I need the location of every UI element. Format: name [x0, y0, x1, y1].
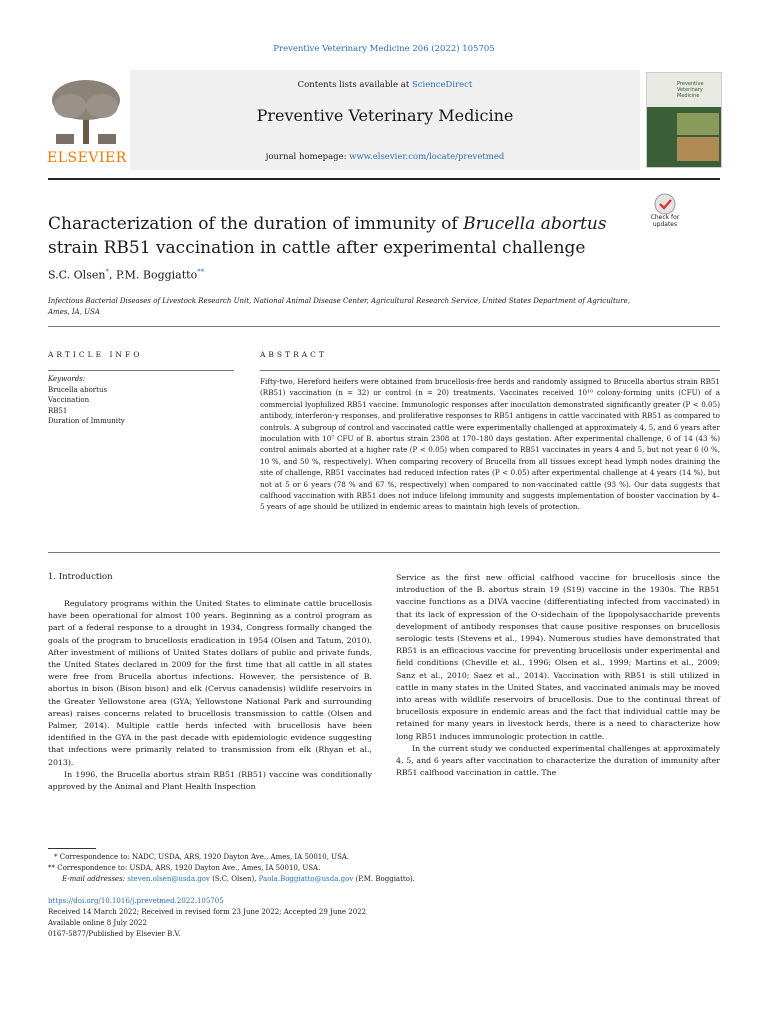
footnote-divider: [48, 848, 96, 849]
footnote-2: ** Correspondence to: USDA, ARS, 1920 Dayton Ave., Ames, IA 50010, USA.: [48, 864, 321, 872]
journal-title: Preventive Veterinary Medicine: [256, 106, 514, 125]
check-for-updates-label[interactable]: Check for updates: [650, 214, 680, 228]
intro-paragraph: Service as the first new official calfhood vaccine for brucellosis since the introduction of the B. abortus strain 19 (S19) vaccine in the 1930s. The RB51 vaccine functions as a DIVA vaccine (differentiating infected from vaccinated) in that its lack of expression of the O-sidechain of the lipopolysaccharide prevents development of antibody responses that cause positive responses on brucellosis serologic tests (Stevens et al., 1994). Numerous studies have demonstrated that RB51 is an efficacious vaccine for preventing brucellosis under experimental and field conditions (Cheville et al., 1996; Olsen et al., 1999; Martins et al., 2009; Sanz et al., 2010; Saez et al., 2014). Vaccination with RB51 is still utilized in cattle in many states in the United States, and vaccinated animals may be moved into areas with wildlife reservoirs of brucellosis. Due to the continual threat of brucellosis exposure in endemic areas and the fact that individual cattle may be retained for many years in livestock herds, there is a need to characterize how long RB51 induces immunologic protection in cattle.: [396, 573, 720, 741]
email-line: E-mail addresses: steven.olsen@usda.gov (S.C. Olsen), Paola.Boggiatto@usda.gov (P.M. Boggiatto).: [62, 875, 415, 883]
author-boggiatto[interactable]: P.M. Boggiatto: [115, 268, 198, 282]
keyword-item: Brucella abortus: [48, 385, 108, 394]
homepage-line: [130, 152, 640, 162]
article-title: Characterization of the duration of immunity of Brucella abortus strain RB51 vaccination in cattle after experimental challenge: [48, 214, 607, 258]
author2-mark[interactable]: **: [197, 268, 205, 276]
author-olsen[interactable]: S.C. Olsen: [48, 268, 106, 282]
abstract-bottom-divider: [48, 552, 720, 553]
abstract-divider: [260, 370, 720, 371]
keywords-label: Keywords:: [48, 375, 86, 383]
homepage-link[interactable]: www.elsevier.com/locate/prevetmed: [349, 152, 505, 162]
doi-link[interactable]: https://doi.org/10.1016/j.prevetmed.2022.105705: [48, 897, 224, 905]
keyword-item: Vaccination: [48, 396, 90, 404]
keyword-item: RB51: [48, 406, 68, 415]
issn-line: 0167-5877/Published by Elsevier B.V.: [48, 930, 181, 938]
introduction-heading: 1. Introduction: [48, 572, 113, 582]
email-olsen-link[interactable]: steven.olsen@usda.gov: [127, 875, 210, 883]
online-date: Available online 8 July 2022: [48, 919, 147, 927]
keywords-list: [48, 374, 125, 427]
title-species: Brucella abortus: [463, 214, 607, 234]
contents-line: [130, 80, 640, 90]
affiliation-divider: [48, 326, 720, 327]
article-metadata: [48, 896, 366, 940]
keyword-item: Duration of Immunity: [48, 417, 125, 425]
intro-paragraph: Regulatory programs within the United States to eliminate cattle brucellosis have been operational for almost 100 years. Beginning as a control program as part of a federal response to a drought in 1934, Congress formally changed the goals of the program to brucellosis eradication in 1954 (Olsen and Tatum, 2010). After investment of millions of United States dollars of public and private funds, the United States declared in 2009 for the first time that all cattle in all states were free from Brucella abortus infections. However, the persistence of B. abortus in bison (Bison bison) and elk (Cervus canadensis) wildlife reservoirs in the Greater Yellowstone area (GYA; Yellowstone National Park and surrounding areas) raises concerns related to brucellosis transmission to cattle (Olsen and Palmer, 2014). Multiple cattle herds infected with brucellosis have been identified in the GYA in the past decade with epidemiologic evidence suggesting that infections were primarily related to transmission from elk (Rhyan et al., 2013).: [48, 599, 372, 767]
author1-mark[interactable]: *: [105, 268, 109, 276]
abstract-heading: ABSTRACT: [260, 350, 327, 359]
intro-paragraph: In the current study we conducted experimental challenges at approximately 4, 5, and 6 years after vaccination to characterize the duration of immunity after RB51 calfhood vaccination in cattle. The: [396, 743, 720, 778]
sciencedirect-link[interactable]: ScienceDirect: [411, 80, 473, 90]
homepage-prefix: journal homepage:: [265, 152, 350, 162]
body-column-right: [396, 572, 720, 779]
affiliation: Infectious Bacterial Diseases of Livestock Research Unit, National Animal Disease Center, Agricultural Research Service, United States Department of Agriculture, Ames, IA, USA: [48, 297, 631, 316]
abstract-text: Fifty-two, Hereford heifers were obtained from brucellosis-free herds and randomly assigned to Brucella abortus strain RB51 (RB51) vaccination (n = 32) or control (n = 20) treatments. Vaccinates received 10¹⁰ colony-forming units (CFU) of a commercial lyophilized RB51 vaccine. Immunologic responses after inoculation demonstrated significantly greater (P < 0.05) antibody, interferon-γ responses, and proliferative responses to RB51 antigens in cattle vaccinated with RB51 as compared to controls. A subgroup of control and vaccinated cattle were experimentally challenged at approximately 4, 5, and 6 years after inoculation with 10⁷ CFU of B. abortus strain 2308 at 170–180 days gestation. After experimental challenge, 6 of 14 (43 %) control animals aborted at a higher rate (P < 0.05) when compared to RB51 vaccinates in years 4 and 5, but not year 6 (0 %, 10 %, and 50 %, respectively). When comparing recovery of Brucella from all tissues except head lymph nodes draining the site of challenge, RB51 vaccinates had reduced infection rates (P < 0.05) after experimental challenge at 4 years (14 %), but not at 5 or 6 years (78 % and 67 %, respectively) when compared to non-vaccinated cattle (93 %). Our data suggests that calfhood vaccination with RB51 does not induce lifelong immunity and suggests implementation of booster vaccination by 4–5 years of age should be utilized in endemic areas to maintain high levels of protection.: [260, 377, 720, 512]
footnotes: [48, 852, 415, 885]
journal-reference[interactable]: Preventive Veterinary Medicine 206 (2022) 105705: [273, 44, 495, 54]
journal-cover-thumbnail: [646, 72, 722, 168]
body-column-left: [48, 598, 372, 793]
cover-title: Preventive Veterinary Medicine: [677, 81, 704, 99]
contents-prefix: Contents lists available at: [297, 80, 412, 90]
email-boggiatto-link[interactable]: Paola.Boggiatto@usda.gov: [258, 875, 354, 883]
keywords-divider: [48, 370, 234, 371]
author-list: S.C. Olsen*, P.M. Boggiatto**: [48, 268, 205, 282]
intro-paragraph: In 1996, the Brucella abortus strain RB51 (RB51) vaccine was conditionally approved by the Animal and Plant Health Inspection: [48, 769, 372, 792]
publisher-name: ELSEVIER: [47, 150, 127, 166]
received-dates: Received 14 March 2022; Received in revised form 23 June 2022; Accepted 29 June 2022: [48, 908, 367, 916]
article-info-heading: ARTICLE INFO: [48, 350, 143, 359]
footnote-1: * Correspondence to: NADC, USDA, ARS, 1920 Dayton Ave., Ames, IA 50010, USA.: [54, 853, 350, 861]
header-divider: [48, 178, 720, 180]
